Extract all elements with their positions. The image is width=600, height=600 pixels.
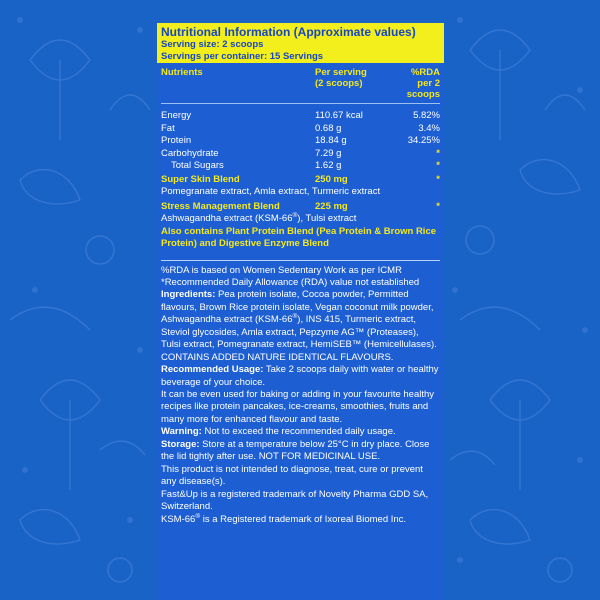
warning — [161, 426, 440, 438]
ingredients — [161, 289, 440, 351]
recommended-usage — [161, 364, 440, 389]
col-nutrients: Nutrients — [161, 67, 203, 78]
col-per-serving-line2: (2 scoops) — [315, 78, 363, 89]
also-contains-note: Also contains Plant Protein Blend (Pea Protein & Brown Rice Protein) and Digestive Enzyme Blend — [161, 225, 437, 249]
col-per-serving — [315, 67, 387, 100]
nutrient-name: Total Sugars — [171, 160, 224, 171]
table-row-stress-management-blend — [161, 201, 440, 214]
blend-value: 250 mg — [315, 173, 348, 185]
nutrient-value: 0.68 g — [315, 122, 342, 134]
col-per-serving-line1: Per serving — [315, 67, 367, 78]
table-row-total-sugars — [161, 160, 440, 173]
super-skin-blend-contents: Pomegranate extract, Amla extract, Turmeric extract — [161, 186, 381, 197]
col-rda-line2: per 2 scoops — [406, 78, 440, 100]
nutrient-value: 7.29 g — [315, 147, 342, 159]
nutrient-value: 18.84 g — [315, 135, 347, 146]
disclaimer: This product is not intended to diagnose, treat, cure or prevent any disease(s). — [161, 463, 423, 488]
nutrient-name: Fat — [161, 122, 175, 134]
nutrition-label-panel — [157, 23, 444, 600]
table-row-energy — [161, 110, 440, 123]
servings-per-container: Servings per container: 15 Servings — [161, 51, 324, 62]
label-notes — [157, 261, 444, 527]
storage — [161, 439, 440, 464]
table-row-fat — [161, 123, 440, 136]
nutrient-rda: 5.82% — [413, 110, 440, 121]
nutrient-rda: 3.4% — [418, 122, 440, 134]
nutrient-rda: * — [436, 147, 440, 159]
warning-text: Not to exceed the recommended daily usage. — [201, 426, 396, 438]
serving-size: Serving size: 2 scoops — [161, 39, 264, 50]
table-row-protein — [161, 135, 440, 148]
baking-note: It can be even used for baking or adding in your favourite healthy recipes like protein pancakes, ice-creams, smoothies, fruits and many more for enhanced flavour and taste. — [161, 389, 435, 425]
nutrition-header — [157, 23, 444, 63]
nutrient-name: Energy — [161, 110, 192, 121]
rda-basis-note: %RDA is based on Women Sedentary Work as per ICMR — [161, 264, 402, 276]
nutrient-name: Protein — [161, 135, 192, 146]
table-row-super-skin-blend — [161, 174, 440, 187]
table-header — [161, 63, 440, 104]
table-row-carbohydrate — [161, 148, 440, 161]
nutrition-title: Nutritional Information (Approximate values) — [161, 25, 416, 39]
blend-rda: * — [436, 173, 440, 185]
ingredients-label: Ingredients: — [161, 289, 216, 301]
ksm-text-a: KSM-66 — [161, 513, 196, 525]
storage-text: Store at a temperature below 25°C in dry place. Close the lid tightly after use. NOT FOR MEDICINAL USE. — [161, 438, 430, 463]
ingredients-text-a: Pea protein isolate, Cocoa powder, Permitted flavours, Brown Rice protein isolate, Vegan coconut milk powder, Ashwagandha extract (KSM-66 — [161, 289, 434, 326]
nutrient-name: Carbohydrate — [161, 147, 219, 159]
trademark-fastup: Fast&Up is a registered trademark of Novelty Pharma GDD SA, Switzerland. — [161, 488, 429, 513]
stress-blend-contents-a: Ashwagandha extract (KSM-66 — [161, 213, 293, 224]
usage-text: Take 2 scoops daily with water or healthy beverage of your choice. — [161, 364, 439, 388]
flavours-note: CONTAINS ADDED NATURE IDENTICAL FLAVOURS. — [161, 351, 394, 363]
nutrient-rda: 34.25% — [407, 135, 440, 146]
ksm-text-b: is a Registered trademark of Ixoreal Biomed Inc. — [200, 513, 407, 525]
nutrient-value: 1.62 g — [315, 160, 342, 171]
blend-rda: * — [436, 200, 440, 212]
col-rda — [387, 67, 440, 100]
nutrient-table — [157, 63, 444, 261]
ingredients-text-b: ), INS 415, Turmeric extract, Steviol glycosides, Amla extract, Pepzyme AG™ (Proteases), Tulsi extract, Pomegranate extract, HemiSEB™ (Hemicellulases). — [161, 314, 437, 351]
blend-name: Stress Management Blend — [161, 200, 280, 212]
blend-value: 225 mg — [315, 200, 348, 212]
col-rda-line1: %RDA — [410, 67, 440, 78]
registered-mark: ® — [292, 211, 298, 219]
warning-label: Warning: — [161, 426, 202, 438]
stress-blend-contents-b: ), Tulsi extract — [297, 213, 357, 224]
registered-mark: ® — [292, 313, 298, 321]
blend-name: Super Skin Blend — [161, 173, 240, 185]
rda-not-established-note: *Recommended Daily Allowance (RDA) value not established — [161, 276, 420, 288]
usage-label: Recommended Usage: — [161, 364, 264, 376]
registered-mark: ® — [195, 512, 201, 520]
storage-label: Storage: — [161, 438, 200, 450]
nutrient-value: 110.67 kcal — [315, 110, 363, 121]
stress-blend-contents — [161, 213, 440, 226]
trademark-ksm66 — [161, 514, 440, 526]
nutrient-rda: * — [436, 160, 440, 171]
